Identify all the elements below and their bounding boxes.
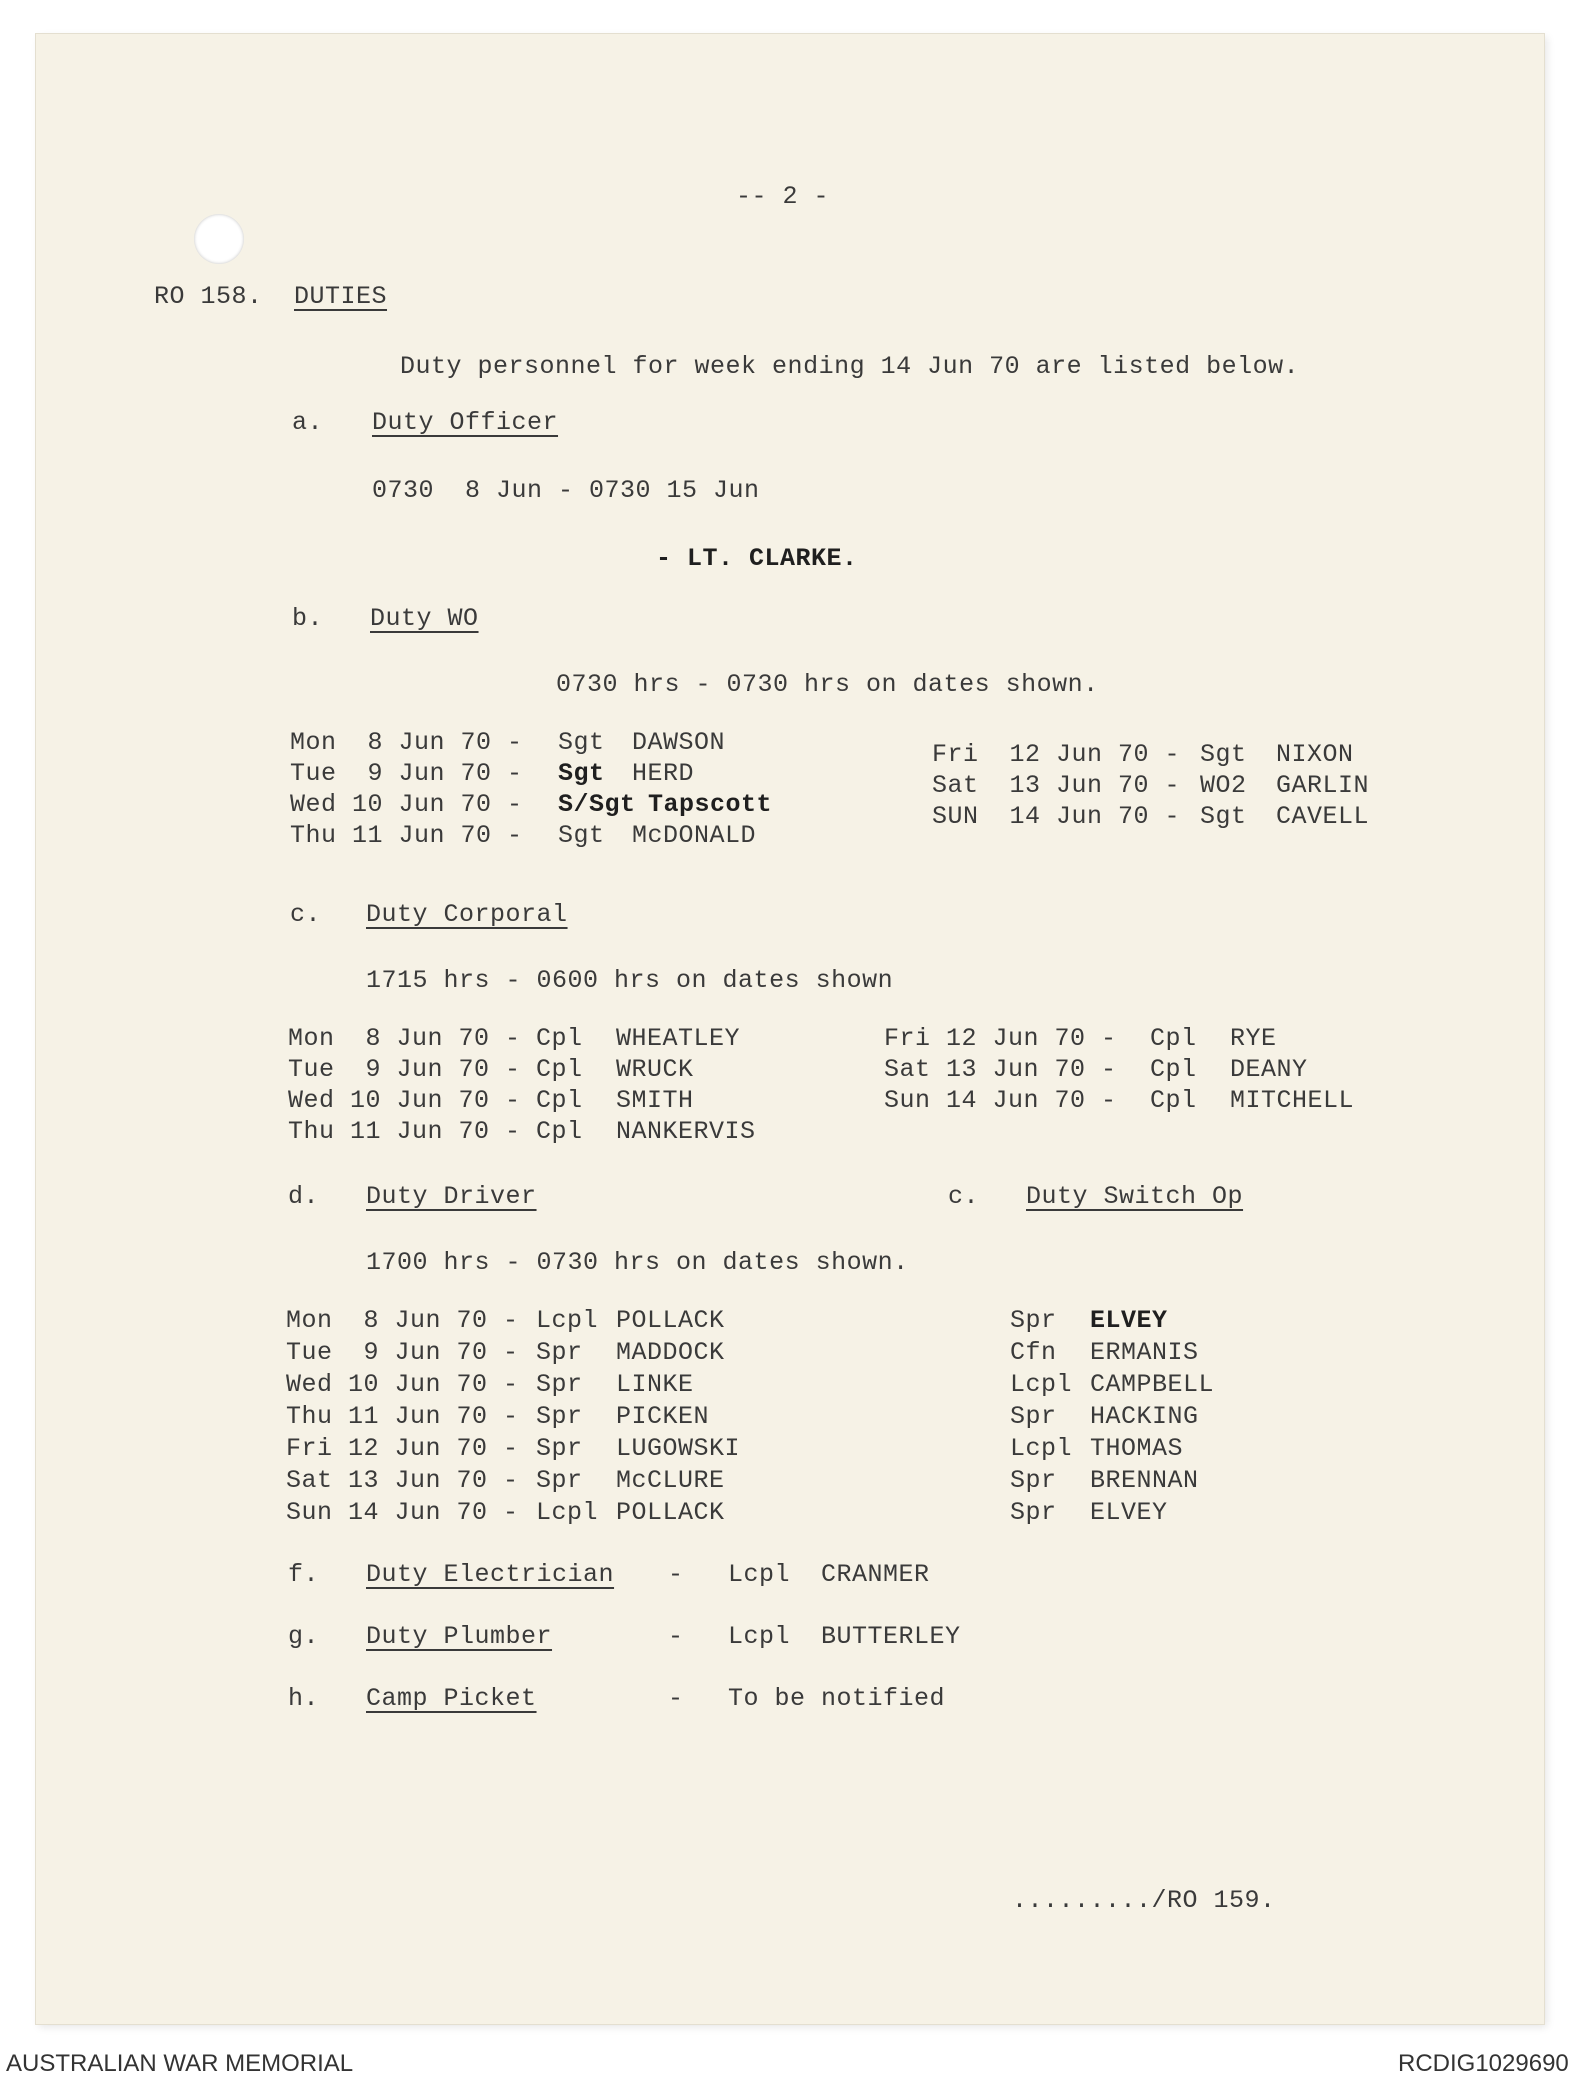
- switch-rank: Spr: [1010, 1402, 1057, 1431]
- driver-name: McCLURE: [616, 1466, 725, 1495]
- cpl-rank: Cpl: [536, 1086, 583, 1115]
- switch-rank: Cfn: [1010, 1338, 1057, 1367]
- footer-record-id: RCDIG1029690: [1398, 2050, 1569, 2077]
- switch-name: HACKING: [1090, 1402, 1199, 1431]
- switch-rank: Spr: [1010, 1466, 1057, 1495]
- cpl-name: RYE: [1230, 1024, 1277, 1053]
- switch-name: ELVEY: [1090, 1498, 1168, 1527]
- section-title: DUTIES: [294, 282, 388, 311]
- dash: -: [668, 1560, 684, 1589]
- wo-name: CAVELL: [1276, 802, 1370, 831]
- duty-corporal-period: 1715 hrs - 0600 hrs on dates shown: [366, 966, 894, 995]
- driver-name: LUGOWSKI: [616, 1434, 741, 1463]
- switch-rank: Spr: [1010, 1306, 1057, 1335]
- item-letter-f: f.: [288, 1560, 320, 1589]
- cpl-day: Sun 14 Jun 70 -: [884, 1086, 1117, 1115]
- duty-officer-heading: Duty Officer: [372, 408, 559, 437]
- document-page: [36, 34, 1544, 2024]
- camp-picket-heading: Camp Picket: [366, 1684, 537, 1713]
- wo-day: Wed 10 Jun 70 -: [290, 790, 523, 819]
- cpl-name: SMITH: [616, 1086, 694, 1115]
- switch-rank: Lcpl: [1010, 1370, 1073, 1399]
- driver-day: Tue 9 Jun 70 -: [286, 1338, 519, 1367]
- switch-name: BRENNAN: [1090, 1466, 1199, 1495]
- driver-day: Sat 13 Jun 70 -: [286, 1466, 519, 1495]
- driver-name: PICKEN: [616, 1402, 710, 1431]
- wo-rank: Sgt: [558, 759, 605, 788]
- driver-name: POLLACK: [616, 1498, 725, 1527]
- wo-rank: Sgt: [558, 821, 605, 850]
- cpl-name: MITCHELL: [1230, 1086, 1355, 1115]
- duty-wo-period: 0730 hrs - 0730 hrs on dates shown.: [556, 670, 1099, 699]
- section-number: RO 158.: [154, 282, 263, 311]
- wo-name: DAWSON: [632, 728, 726, 757]
- wo-rank: S/Sgt: [558, 790, 636, 819]
- wo-rank: WO2: [1200, 771, 1247, 800]
- driver-day: Wed 10 Jun 70 -: [286, 1370, 519, 1399]
- driver-name: MADDOCK: [616, 1338, 725, 1367]
- cpl-rank: Cpl: [536, 1117, 583, 1146]
- driver-day: Fri 12 Jun 70 -: [286, 1434, 519, 1463]
- driver-name: POLLACK: [616, 1306, 725, 1335]
- wo-day: Tue 9 Jun 70 -: [290, 759, 523, 788]
- duty-switch-op-heading: Duty Switch Op: [1026, 1182, 1244, 1211]
- switch-name: ELVEY: [1090, 1306, 1168, 1335]
- footer-archive-name: AUSTRALIAN WAR MEMORIAL: [6, 2050, 354, 2077]
- item-letter-a: a.: [292, 408, 324, 437]
- wo-name: NIXON: [1276, 740, 1354, 769]
- camp-picket-value: To be notified: [728, 1684, 946, 1713]
- cpl-rank: Cpl: [536, 1024, 583, 1053]
- continuation-note: ........./RO 159.: [1012, 1886, 1276, 1915]
- wo-name: McDONALD: [632, 821, 757, 850]
- duty-driver-heading: Duty Driver: [366, 1182, 537, 1211]
- wo-rank: Sgt: [558, 728, 605, 757]
- wo-day: Sat 13 Jun 70 -: [932, 771, 1181, 800]
- intro-text: Duty personnel for week ending 14 Jun 70 are listed below.: [400, 352, 1300, 381]
- driver-rank: Spr: [536, 1370, 583, 1399]
- wo-day: Mon 8 Jun 70 -: [290, 728, 523, 757]
- wo-name: HERD: [632, 759, 695, 788]
- cpl-name: DEANY: [1230, 1055, 1308, 1084]
- page-number: -- 2 -: [736, 182, 830, 211]
- switch-name: ERMANIS: [1090, 1338, 1199, 1367]
- driver-rank: Spr: [536, 1466, 583, 1495]
- switch-name: THOMAS: [1090, 1434, 1184, 1463]
- wo-name: Tapscott: [648, 790, 773, 819]
- cpl-name: WHEATLEY: [616, 1024, 741, 1053]
- driver-rank: Lcpl: [536, 1498, 599, 1527]
- item-letter-g: g.: [288, 1622, 320, 1651]
- cpl-rank: Cpl: [536, 1055, 583, 1084]
- duty-electrician-heading: Duty Electrician: [366, 1560, 615, 1589]
- dash: -: [668, 1622, 684, 1651]
- item-letter-switch: c.: [948, 1182, 980, 1211]
- cpl-day: Mon 8 Jun 70 -: [288, 1024, 521, 1053]
- cpl-day: Sat 13 Jun 70 -: [884, 1055, 1117, 1084]
- wo-rank: Sgt: [1200, 802, 1247, 831]
- item-letter-h: h.: [288, 1684, 320, 1713]
- driver-rank: Spr: [536, 1402, 583, 1431]
- dash: -: [668, 1684, 684, 1713]
- cpl-day: Wed 10 Jun 70 -: [288, 1086, 521, 1115]
- wo-name: GARLIN: [1276, 771, 1370, 800]
- driver-rank: Spr: [536, 1434, 583, 1463]
- switch-name: CAMPBELL: [1090, 1370, 1215, 1399]
- wo-day: Thu 11 Jun 70 -: [290, 821, 523, 850]
- duty-electrician-value: Lcpl CRANMER: [728, 1560, 930, 1589]
- cpl-name: NANKERVIS: [616, 1117, 756, 1146]
- cpl-rank: Cpl: [1150, 1024, 1197, 1053]
- item-letter-d: d.: [288, 1182, 320, 1211]
- wo-rank: Sgt: [1200, 740, 1247, 769]
- duty-officer-name: - LT. CLARKE.: [656, 544, 858, 573]
- wo-day: Fri 12 Jun 70 -: [932, 740, 1181, 769]
- driver-rank: Lcpl: [536, 1306, 599, 1335]
- cpl-day: Fri 12 Jun 70 -: [884, 1024, 1117, 1053]
- cpl-day: Tue 9 Jun 70 -: [288, 1055, 521, 1084]
- duty-corporal-heading: Duty Corporal: [366, 900, 568, 929]
- item-letter-c: c.: [290, 900, 322, 929]
- driver-day: Mon 8 Jun 70 -: [286, 1306, 519, 1335]
- duty-driver-period: 1700 hrs - 0730 hrs on dates shown.: [366, 1248, 909, 1277]
- cpl-day: Thu 11 Jun 70 -: [288, 1117, 521, 1146]
- driver-name: LINKE: [616, 1370, 694, 1399]
- duty-plumber-heading: Duty Plumber: [366, 1622, 553, 1651]
- punch-hole: [194, 214, 244, 264]
- wo-day: SUN 14 Jun 70 -: [932, 802, 1181, 831]
- duty-wo-heading: Duty WO: [370, 604, 479, 633]
- driver-rank: Spr: [536, 1338, 583, 1367]
- duty-plumber-value: Lcpl BUTTERLEY: [728, 1622, 961, 1651]
- switch-rank: Spr: [1010, 1498, 1057, 1527]
- cpl-name: WRUCK: [616, 1055, 694, 1084]
- cpl-rank: Cpl: [1150, 1055, 1197, 1084]
- item-letter-b: b.: [292, 604, 324, 633]
- duty-officer-period: 0730 8 Jun - 0730 15 Jun: [372, 476, 760, 505]
- driver-day: Thu 11 Jun 70 -: [286, 1402, 519, 1431]
- driver-day: Sun 14 Jun 70 -: [286, 1498, 519, 1527]
- switch-rank: Lcpl: [1010, 1434, 1073, 1463]
- cpl-rank: Cpl: [1150, 1086, 1197, 1115]
